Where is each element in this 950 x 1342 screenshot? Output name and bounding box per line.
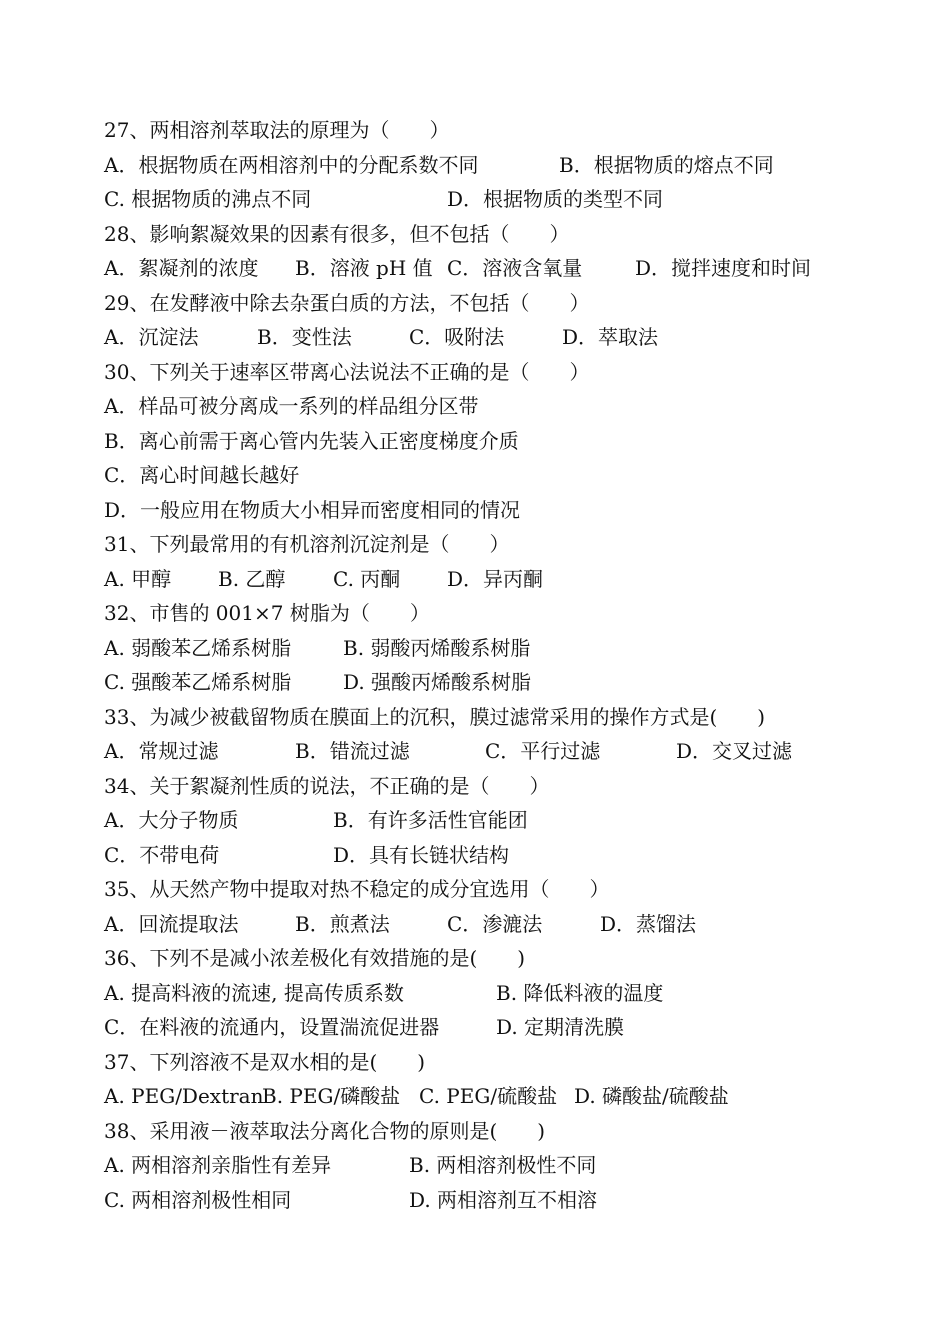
question-stem: 29、在发酵液中除去杂蛋白质的方法，不包括（ ） [104,290,590,315]
answer-option: B. 降低料液的温度 [496,980,664,1005]
answer-option: B. PEG/磷酸盐 [262,1084,401,1108]
option-row [104,251,864,286]
answer-option: A．常规过滤 [104,739,219,763]
answer-option: B．煎煮法 [295,911,390,936]
answer-option: D．根据物质的类型不同 [447,187,664,211]
answer-option: B. 弱酸丙烯酸系树脂 [343,635,531,660]
answer-option: D．具有长链状结构 [333,842,510,867]
question-stem: 31、下列最常用的有机溶剂沉淀剂是（ ） [104,532,510,556]
answer-option: C．不带电荷 [104,842,220,867]
answer-option: C. PEG/硫酸盐 [419,1084,558,1108]
answer-option: C．在料液的流通内，设置湍流促进器 [104,1015,440,1039]
option-row [104,1183,864,1218]
option-row [104,493,864,528]
option-row [104,907,864,942]
answer-option: C. 强酸苯乙烯系树脂 [104,670,292,694]
option-row [104,148,864,183]
answer-option: D. 定期清洗膜 [496,1015,625,1039]
answer-option: C. 两相溶剂极性相同 [104,1187,292,1212]
answer-option: A. 甲醇 [104,566,172,591]
answer-option: C．吸附法 [409,325,505,349]
question-list [104,113,864,1217]
option-row [104,1148,864,1183]
answer-option: D．蒸馏法 [600,911,697,936]
answer-option: C. 根据物质的沸点不同 [104,187,312,211]
answer-option: A．絮凝剂的浓度 [104,256,259,280]
answer-option: C. 丙酮 [333,566,401,591]
answer-option: D．异丙酮 [447,566,544,591]
answer-option: C．溶液含氧量 [447,256,583,280]
option-row [104,734,864,769]
answer-option: B. 两相溶剂极性不同 [409,1153,597,1177]
answer-option: A．大分子物质 [104,808,239,832]
answer-option: C．渗漉法 [447,911,543,936]
answer-option: B．根据物质的熔点不同 [559,152,774,177]
question-stem: 30、下列关于速率区带离心法说法不正确的是（ ） [104,359,590,384]
option-row [104,424,864,459]
option-row [104,1010,864,1045]
option-row [104,1079,864,1114]
answer-option: A．回流提取法 [104,911,239,936]
answer-option: B．变性法 [257,325,352,349]
answer-option: D. 强酸丙烯酸系树脂 [343,670,532,694]
answer-option: D．萃取法 [562,325,659,349]
answer-option: A. 提高料液的流速, 提高传质系数 [104,980,404,1005]
option-row [104,838,864,873]
answer-option: A．沉淀法 [104,325,199,349]
question-stem: 37、下列溶液不是双水相的是( ) [104,1049,426,1074]
question-stem: 38、采用液－液萃取法分离化合物的原则是( ) [104,1118,546,1143]
question-stem: 35、从天然产物中提取对热不稳定的成分宜选用（ ） [104,877,610,901]
answer-option: D．搅拌速度和时间 [635,256,812,280]
option-row [104,976,864,1011]
question-stem: 33、为减少被截留物质在膜面上的沉积，膜过滤常采用的操作方式是( ) [104,704,766,729]
option-row [104,389,864,424]
option-row [104,631,864,666]
answer-option: B．离心前需于离心管内先装入正密度梯度介质 [104,428,519,453]
question-stem: 34、关于絮凝剂性质的说法，不正确的是（ ） [104,773,550,798]
answer-option: A. 弱酸苯乙烯系树脂 [104,635,292,660]
question-stem: 27、两相溶剂萃取法的原理为（ ） [104,118,450,142]
option-row [104,562,864,597]
answer-option: C．平行过滤 [485,739,601,763]
answer-option: A. PEG/Dextran [104,1084,264,1108]
option-row [104,182,864,217]
answer-option: D．交叉过滤 [676,739,793,763]
answer-option: B．有许多活性官能团 [333,808,528,832]
answer-option: D. 两相溶剂互不相溶 [409,1187,598,1212]
answer-option: A. 两相溶剂亲脂性有差异 [104,1153,332,1177]
question-stem: 28、影响絮凝效果的因素有很多，但不包括（ ） [104,221,570,246]
option-row [104,320,864,355]
answer-option: D．一般应用在物质大小相异而密度相同的情况 [104,497,521,522]
question-stem: 32、市售的 001×7 树脂为（ ） [104,601,430,625]
answer-option: C．离心时间越长越好 [104,463,300,487]
answer-option: A．根据物质在两相溶剂中的分配系数不同 [104,152,479,177]
answer-option: B. 乙醇 [218,566,286,591]
option-row [104,665,864,700]
option-row [104,458,864,493]
answer-option: B．溶液 pH 值 [295,256,433,280]
option-row [104,803,864,838]
question-stem: 36、下列不是减小浓差极化有效措施的是( ) [104,946,526,970]
answer-option: B．错流过滤 [295,739,410,763]
answer-option: A．样品可被分离成一系列的样品组分区带 [104,394,479,418]
answer-option: D. 磷酸盐/硫酸盐 [574,1084,729,1108]
